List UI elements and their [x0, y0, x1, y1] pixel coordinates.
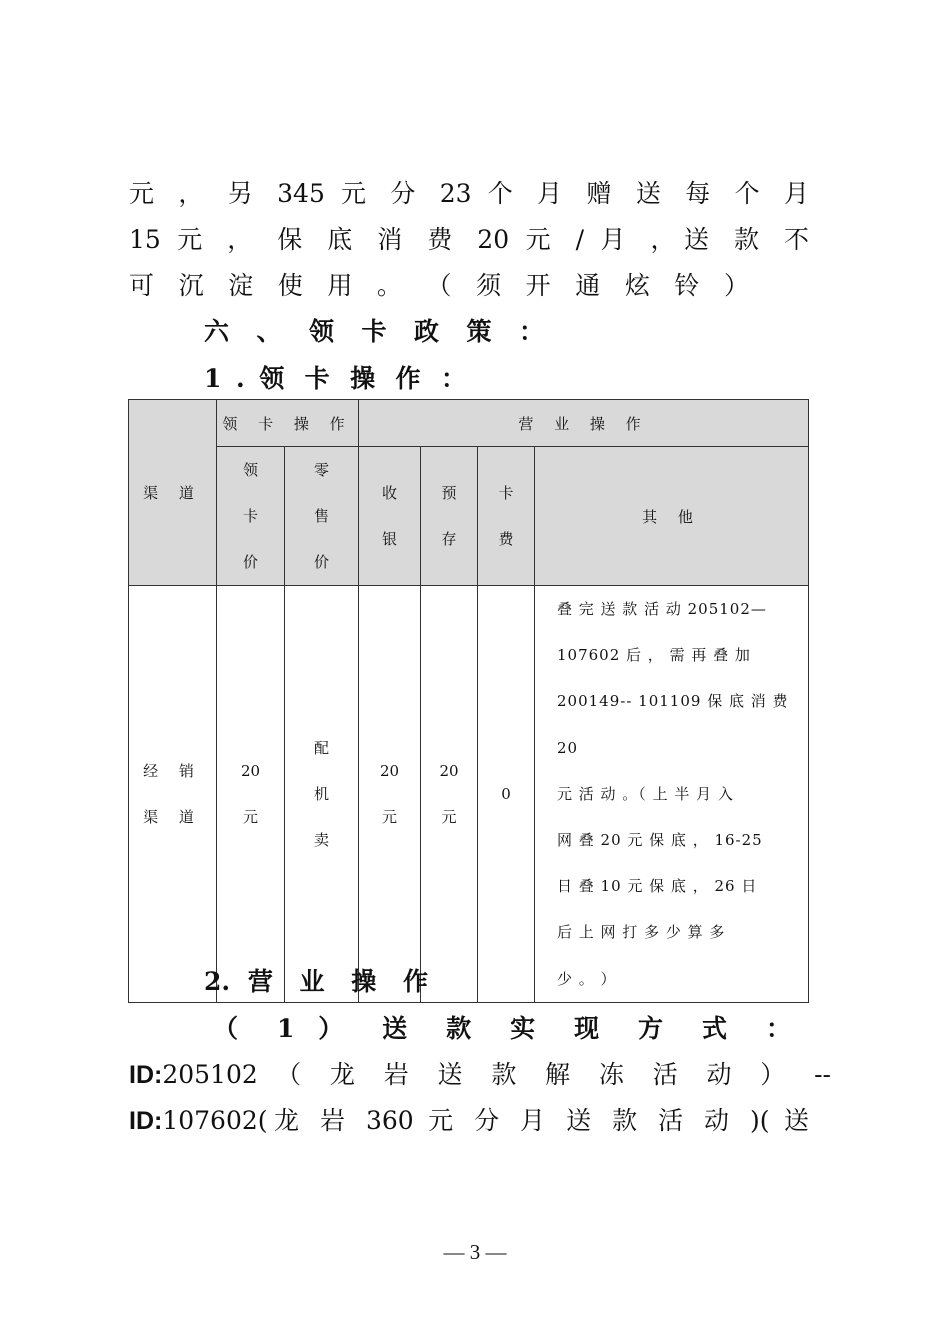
id-text: 107602(龙 岩 360 元 分 月 送 款 活 动 )( 送: [162, 1106, 809, 1135]
header-prestore: 预 存: [421, 447, 478, 586]
header-card-fee: 卡 费: [478, 447, 535, 586]
activity-id-line-2: [129, 1101, 809, 1141]
header-retail-price: 零 售 价: [285, 447, 359, 586]
subheading-business-operation: 2. 营 业 操 作: [204, 967, 428, 996]
cell-cash: 20 元: [359, 586, 421, 1003]
cell-retail-price: 配 机 卖: [285, 586, 359, 1003]
subheading-card-operation: 1 . 领 卡 操 作 ：: [204, 364, 466, 393]
header-business-operation: 营 业 操 作: [359, 400, 809, 447]
body-line-2: 15 元 ， 保 底 消 费 20 元 / 月 ，送 款 不: [129, 225, 809, 254]
card-operation-table: [128, 399, 809, 1003]
cell-channel: 经 销 渠 道: [129, 586, 217, 1003]
header-other: 其 他: [535, 447, 809, 586]
header-card-operation: 领 卡 操 作: [217, 400, 359, 447]
header-channel: 渠 道: [129, 400, 217, 586]
cell-other: 叠 完 送 款 活 动 205102— 107602 后 ， 需 再 叠 加 200149-- 101109 保 底 消 费 20 元 活 动 。（ 上 半 月 入 网 叠 20 元 保 底 ， 16-25 日 叠 10 元 保 底 ， 26 日 后 上 网 打 多 少 算 多 少 。 ）: [535, 586, 809, 1003]
cell-card-price: 20 元: [217, 586, 285, 1003]
section-heading-6: 六 、 领 卡 政 策 ：: [204, 317, 544, 346]
header-card-price: 领 卡 价: [217, 447, 285, 586]
id-label: ID:: [129, 1107, 163, 1135]
subheading-transfer-method: （ 1 ） 送 款 实 现 方 式 ：: [213, 1014, 791, 1043]
id-label: ID:: [129, 1061, 163, 1089]
cell-prestore: 20 元: [421, 586, 478, 1003]
cell-card-fee: 0: [478, 586, 535, 1003]
body-line-3: 可 沉 淀 使 用 。 （ 须 开 通 炫 铃 ）: [129, 271, 749, 300]
page-number: — 3 —: [443, 1240, 507, 1264]
id-text: 205102 （ 龙 岩 送 款 解 冻 活 动 ） --: [162, 1060, 831, 1089]
activity-id-line-1: [129, 1055, 831, 1095]
header-cash: 收 银: [359, 447, 421, 586]
body-line-1: 元 ， 另 345 元 分 23 个 月 赠 送 每 个 月: [129, 179, 809, 208]
